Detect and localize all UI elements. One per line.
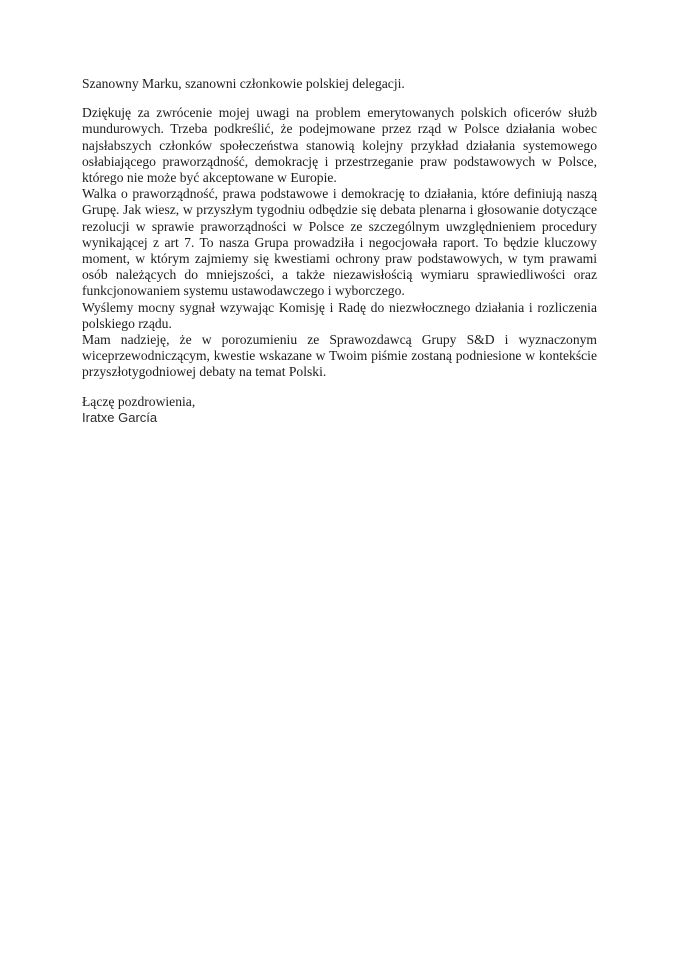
paragraph-1: Dziękuję za zwrócenie mojej uwagi na problem emerytowanych polskich oficerów służb mundurowych. Trzeba podkreślić, że podejmowane przez rząd w Polsce działania wobec najsłabszych członków społeczeństwa stanowią kolejny przykład działania systemowego osłabiającego praworządność, demokrację i przestrzeganie praw podstawowych w Polsce, którego nie może być akceptowane w Europie. <box>82 105 597 186</box>
closing: Łączę pozdrowienia, <box>82 393 196 409</box>
salutation: Szanowny Marku, szanowni członkowie polskiej delegacji. <box>82 76 405 91</box>
signature-name: Iratxe García <box>82 409 158 425</box>
paragraph-3: Wyślemy mocny sygnał wzywając Komisję i Radę do niezwłocznego działania i rozliczenia polskiego rządu. <box>82 299 597 331</box>
paragraph-4: Mam nadzieję, że w porozumieniu ze Sprawozdawcą Grupy S&D i wyznaczonym wiceprzewodniczącym, kwestie wskazane w Twoim piśmie zostaną podniesione w kontekście przyszłotygodniowej debaty na temat Polski. <box>82 332 597 380</box>
paragraph-2: Walka o praworządność, prawa podstawowe i demokrację to działania, które definiują naszą Grupę. Jak wiesz, w przyszłym tygodniu odbędzie się debata plenarna i głosowanie dotyczące rezolucji w sprawie praworządności w Polsce ze szczególnym uwzględnieniem procedury wynikającej z art 7. To nasza Grupa prowadziła i negocjowała raport. To będzie kluczowy moment, w którym zajmiemy się kwestiami ochrony praw podstawowych, w tym prawami osób należących do mniejszości, a także niezawisłością wymiaru sprawiedliwości oraz funkcjonowaniem systemu ustawodawczego i wyborczego. <box>82 186 597 299</box>
